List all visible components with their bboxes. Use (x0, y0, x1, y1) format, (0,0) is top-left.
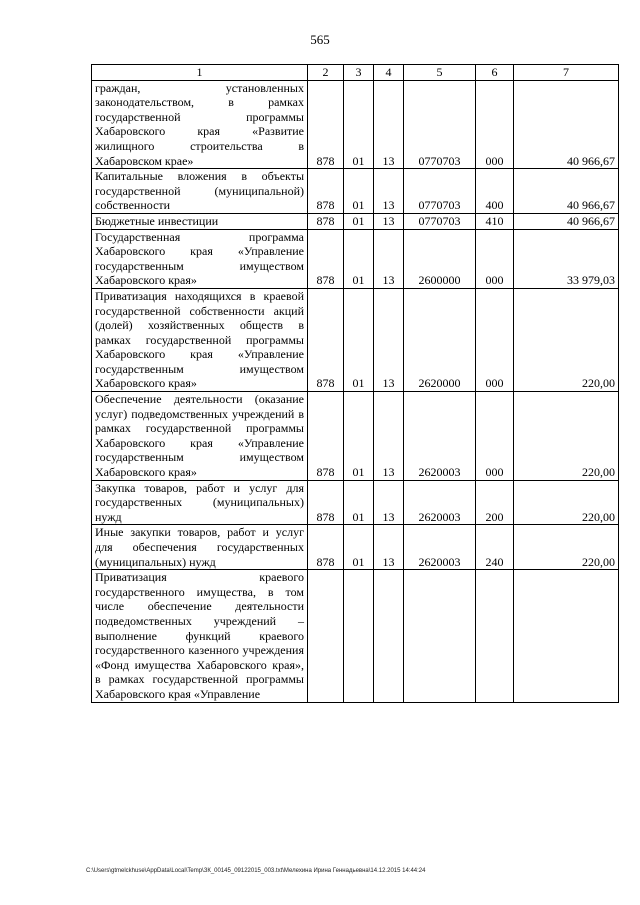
row-subsection-cell: 13 (374, 480, 404, 525)
row-amount-cell: 220,00 (514, 525, 619, 570)
row-name-cell: Бюджетные инвестиции (92, 213, 308, 229)
row-code-cell: 878 (308, 392, 344, 481)
row-expense-type-cell: 400 (476, 169, 514, 214)
table-row (92, 213, 619, 229)
column-header: 6 (476, 65, 514, 81)
row-expense-type-cell: 000 (476, 229, 514, 288)
row-section-cell: 01 (344, 525, 374, 570)
row-code-cell: 878 (308, 80, 344, 169)
row-amount-cell: 220,00 (514, 480, 619, 525)
row-section-cell: 01 (344, 480, 374, 525)
row-expense-type-cell: 410 (476, 213, 514, 229)
footer-file-path: C:\Users\gtmelckhuse\AppData\Local\Temp\ЗК_00145_09122015_003.txt\Мелехина Ирина Геннадьевна\14.12.2015 14:44:24 (86, 868, 426, 874)
row-code-cell: 878 (308, 288, 344, 391)
table-row (92, 570, 619, 702)
row-amount-cell: 40 966,67 (514, 213, 619, 229)
column-header: 4 (374, 65, 404, 81)
page-number: 565 (310, 32, 330, 47)
column-header: 3 (344, 65, 374, 81)
column-header: 5 (404, 65, 476, 81)
row-subsection-cell: 13 (374, 229, 404, 288)
row-section-cell: 01 (344, 288, 374, 391)
row-name-cell: Приватизация краевого государственного имущества, в том числе обеспечение деятельности подведомственных учреждений – выполнение функций краевого государственного казенного учреждения «Фонд имущества Хабаровского края», в рамках государственной программы Хабаровского края «Управление (92, 570, 308, 702)
row-target-item-cell: 2600000 (404, 229, 476, 288)
row-target-item-cell: 2620003 (404, 480, 476, 525)
row-code-cell: 878 (308, 480, 344, 525)
column-header: 2 (308, 65, 344, 81)
row-amount-cell: 33 979,03 (514, 229, 619, 288)
row-code-cell: 878 (308, 169, 344, 214)
row-target-item-cell: 0770703 (404, 80, 476, 169)
table-row (92, 480, 619, 525)
row-target-item-cell: 2620003 (404, 525, 476, 570)
row-name-cell: Приватизация находящихся в краевой государственной собственности акций (долей) хозяйственных обществ в рамках государственной программы Хабаровского края «Управление государственным имуществом Хабаровского края» (92, 288, 308, 391)
table-row (92, 169, 619, 214)
row-code-cell: 878 (308, 213, 344, 229)
row-section-cell: 01 (344, 213, 374, 229)
row-amount-cell: 40 966,67 (514, 169, 619, 214)
row-amount-cell: 220,00 (514, 392, 619, 481)
row-target-item-cell: 0770703 (404, 169, 476, 214)
row-amount-cell (514, 570, 619, 702)
row-target-item-cell: 2620003 (404, 392, 476, 481)
header-row (92, 65, 619, 81)
row-target-item-cell (404, 570, 476, 702)
row-name-cell: Капитальные вложения в объекты государственной (муниципальной) собственности (92, 169, 308, 214)
table-row (92, 229, 619, 288)
row-code-cell: 878 (308, 525, 344, 570)
row-subsection-cell: 13 (374, 169, 404, 214)
row-expense-type-cell: 000 (476, 288, 514, 391)
row-expense-type-cell: 000 (476, 80, 514, 169)
row-name-cell: граждан, установленных законодательством, в рамках государственной программы Хабаровского края «Развитие жилищного строительства в Хабаровском крае» (92, 80, 308, 169)
row-target-item-cell: 2620000 (404, 288, 476, 391)
table-row (92, 80, 619, 169)
row-expense-type-cell: 000 (476, 392, 514, 481)
row-code-cell (308, 570, 344, 702)
table-row (92, 288, 619, 391)
budget-table (91, 64, 619, 703)
row-section-cell (344, 570, 374, 702)
column-header: 1 (92, 65, 308, 81)
table-row (92, 525, 619, 570)
row-name-cell: Иные закупки товаров, работ и услуг для обеспечения государственных (муниципальных) нужд (92, 525, 308, 570)
row-expense-type-cell: 240 (476, 525, 514, 570)
row-amount-cell: 40 966,67 (514, 80, 619, 169)
row-target-item-cell: 0770703 (404, 213, 476, 229)
row-subsection-cell (374, 570, 404, 702)
row-section-cell: 01 (344, 80, 374, 169)
row-amount-cell: 220,00 (514, 288, 619, 391)
column-header: 7 (514, 65, 619, 81)
row-subsection-cell: 13 (374, 80, 404, 169)
row-subsection-cell: 13 (374, 288, 404, 391)
row-expense-type-cell: 200 (476, 480, 514, 525)
row-name-cell: Закупка товаров, работ и услуг для государственных (муниципальных) нужд (92, 480, 308, 525)
table-row (92, 392, 619, 481)
row-section-cell: 01 (344, 169, 374, 214)
row-subsection-cell: 13 (374, 213, 404, 229)
row-section-cell: 01 (344, 229, 374, 288)
row-name-cell: Обеспечение деятельности (оказание услуг) подведомственных учреждений в рамках государственной программы Хабаровского края «Управление государственным имуществом Хабаровского края» (92, 392, 308, 481)
row-subsection-cell: 13 (374, 525, 404, 570)
row-name-cell: Государственная программа Хабаровского края «Управление государственным имуществом Хабаровского края» (92, 229, 308, 288)
row-section-cell: 01 (344, 392, 374, 481)
row-code-cell: 878 (308, 229, 344, 288)
row-expense-type-cell (476, 570, 514, 702)
row-subsection-cell: 13 (374, 392, 404, 481)
